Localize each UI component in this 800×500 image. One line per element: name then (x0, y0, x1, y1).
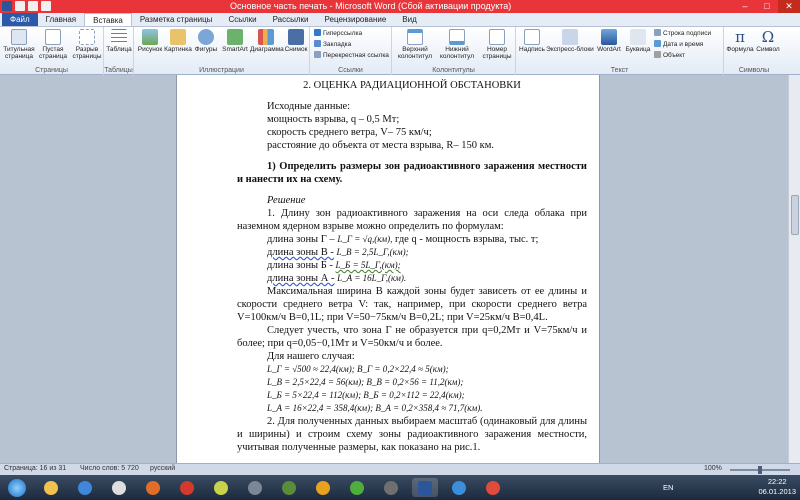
page-number-icon (489, 29, 505, 45)
media-player-icon (78, 481, 92, 495)
language-indicator-tray[interactable]: EN (663, 483, 674, 492)
blank-page-button[interactable]: Пустая страница (36, 29, 70, 60)
taskbar-app[interactable] (446, 478, 472, 497)
language-indicator[interactable]: русский (150, 465, 176, 472)
chart-button[interactable]: Диаграмма (250, 29, 282, 53)
shapes-button[interactable]: Фигуры (192, 29, 220, 53)
group-label: Текст (610, 67, 629, 74)
wordart-icon (601, 29, 617, 45)
group-links (310, 27, 392, 75)
header-button[interactable]: Верхний колонтитул (394, 29, 436, 60)
ribbon (0, 27, 800, 75)
taskbar-app[interactable] (72, 478, 98, 497)
app-icon (248, 481, 262, 495)
tab-references[interactable]: Ссылки (228, 15, 257, 24)
solution-label: Решение (267, 195, 306, 206)
group-header-footer (392, 27, 516, 75)
clipart-button[interactable]: Картинка (164, 29, 192, 53)
app-icon (486, 481, 500, 495)
initial-data-line: мощность взрыва, q – 0,5 Мт; (267, 114, 400, 125)
smartart-button[interactable]: SmartArt (220, 29, 250, 53)
text-box-button[interactable]: Надпись (518, 29, 546, 53)
taskbar-app[interactable] (276, 478, 302, 497)
picture-icon (142, 29, 158, 45)
taskbar-app[interactable] (344, 478, 370, 497)
shapes-icon (198, 29, 214, 45)
signature-line-button[interactable]: Строка подписи (654, 29, 711, 38)
smartart-icon (227, 29, 243, 45)
bookmark-icon (314, 40, 321, 47)
clipart-icon (170, 29, 186, 45)
footer-button[interactable]: Нижний колонтитул (436, 29, 478, 60)
app-icon (384, 481, 398, 495)
symbol-button[interactable]: Ω Символ (756, 28, 780, 53)
initial-data-line: расстояние до объекта от места взрыва, R– 150 км. (267, 140, 495, 151)
chart-icon (258, 29, 274, 45)
taskbar-app[interactable] (140, 478, 166, 497)
clock-date: 06.01.2013 (758, 487, 796, 496)
calc-line: L_Б = 5×22,4 = 112(км); B_Б = 0,2×112 = 22,4(км); (267, 390, 465, 400)
explorer-icon (44, 481, 58, 495)
drop-cap-button[interactable]: Буквица (624, 29, 652, 53)
taskbar-app[interactable] (174, 478, 200, 497)
group-label: Страницы (35, 67, 68, 74)
calc-line: L_А = 16×22,4 = 358,4(км); B_А = 0,2×358,4 ≈ 71,7(км). (267, 403, 483, 413)
paragraph: 1. Длину зон радиоактивного заражения на оси следа облака при наземном ядерном взрыве можно определить по формулам: (237, 208, 587, 232)
tab-file[interactable]: Файл (2, 13, 38, 26)
section-heading: 2. ОЦЕНКА РАДИАЦИОННОЙ ОБСТАНОВКИ (303, 80, 521, 91)
document-body[interactable] (237, 79, 587, 454)
redo-icon[interactable] (41, 1, 51, 11)
save-icon[interactable] (15, 1, 25, 11)
window-controls (734, 0, 800, 13)
text-box-icon (524, 29, 540, 45)
taskbar-app[interactable] (208, 478, 234, 497)
zoom-level[interactable]: 100% (704, 465, 722, 472)
minimize-button[interactable]: – (742, 1, 748, 11)
zone-formula-line: длина зоны В - L_В = 2,5L_Г,(км); (267, 247, 409, 258)
taskbar (0, 475, 800, 500)
zone-formula-line: длина зоны Б - L_Б = 5L_Г,(км); (267, 260, 401, 271)
signature-icon (654, 29, 661, 36)
tab-page-layout[interactable]: Разметка страницы (139, 15, 213, 24)
taskbar-app[interactable] (378, 478, 404, 497)
bookmark-button[interactable]: Закладка (314, 40, 351, 49)
maximize-button[interactable]: □ (764, 1, 770, 11)
group-label: Иллюстрации (199, 67, 244, 74)
group-pages (0, 27, 104, 75)
cover-page-button[interactable]: Титульная страница (2, 29, 36, 60)
page-break-button[interactable]: Разрыв страницы (70, 29, 104, 60)
close-button[interactable]: ✕ (778, 0, 800, 13)
quick-parts-icon (562, 29, 578, 45)
drop-cap-icon (630, 29, 646, 45)
taskbar-app-word[interactable] (412, 478, 438, 497)
tab-review[interactable]: Рецензирование (324, 15, 387, 24)
globe-icon (314, 29, 321, 36)
taskbar-app[interactable] (480, 478, 506, 497)
hyperlink-button[interactable]: Гиперссылка (314, 29, 362, 38)
opera-icon (180, 481, 194, 495)
omega-icon: Ω (761, 28, 775, 46)
camera-icon (288, 29, 304, 45)
status-bar (0, 463, 800, 475)
zone-formula-line: длина зоны А - L_А = 16L_Г,(км). (267, 273, 407, 284)
page-number-button[interactable]: Номер страницы (478, 29, 516, 60)
tab-insert[interactable]: Вставка (84, 13, 132, 26)
app-icon (282, 481, 296, 495)
group-label: Символы (738, 67, 770, 74)
start-button[interactable] (4, 478, 30, 497)
object-icon (654, 51, 661, 58)
our-case-label: Для нашего случая: (267, 351, 355, 362)
calendar-icon (654, 40, 661, 47)
equation-button[interactable]: π Формула (726, 28, 754, 53)
app-icon (214, 481, 228, 495)
word-logo-icon (2, 1, 12, 11)
initial-data-line: скорость среднего ветра, V– 75 км/ч; (267, 127, 432, 138)
page-count[interactable]: Страница: 16 из 31 (4, 465, 67, 472)
system-clock[interactable] (758, 477, 796, 497)
window-title: Основное часть печать - Microsoft Word (Сбой активации продукта) (230, 1, 512, 11)
app-icon (316, 481, 330, 495)
paragraph: 2. Для полученных данных выбираем масштаб (одинаковый для длины и ширины) и строим схему зоны радиоактивного заражения местности, учитывая полученные размеры, как показано на рис.1. (237, 416, 587, 453)
header-icon (407, 29, 423, 45)
word-count[interactable]: Число слов: 5 720 (80, 465, 139, 472)
wordart-button[interactable]: WordArt (594, 29, 624, 53)
date-time-button[interactable]: Дата и время (654, 40, 703, 49)
object-button[interactable]: Объект (654, 51, 685, 60)
tab-view[interactable]: Вид (402, 15, 417, 24)
task-heading: 1) Определить размеры зон радиоактивного заражения местности и нанести их на схему. (237, 161, 587, 185)
table-button[interactable]: Таблица (106, 29, 132, 53)
quick-access-toolbar (2, 1, 51, 11)
document-page[interactable] (176, 75, 600, 463)
windows-logo-icon (8, 479, 26, 497)
blank-page-icon (45, 29, 61, 45)
group-symbols (724, 27, 784, 75)
clock-time: 22:22 (767, 477, 787, 486)
pi-icon: π (735, 28, 745, 46)
group-tables (104, 27, 134, 75)
calc-line: L_В = 2,5×22,4 = 56(км); B_В = 0,2×56 = 11,2(км); (267, 377, 464, 387)
zoom-slider-thumb[interactable] (758, 466, 762, 474)
taskbar-app[interactable] (242, 478, 268, 497)
calc-line: L_Г = √500 ≈ 22,4(км); B_Г = 0,2×22,4 ≈ 5(км); (267, 364, 449, 374)
group-text (516, 27, 724, 75)
cross-reference-icon (314, 51, 321, 58)
word-icon (418, 481, 432, 495)
ribbon-tabs (0, 13, 800, 27)
firefox-icon (146, 481, 160, 495)
paragraph: Максимальная ширина B каждой зоны будет зависеть от ее длины и скорости среднего ветра V: так, например, при скорости среднего ветра V=100км/ч B=0,1L; при V=50−75км/ч B=0,2L; при V=25км/ч B=0,4L. (237, 286, 587, 323)
quick-parts-button[interactable]: Экспресс-блоки (546, 29, 594, 53)
utorrent-icon (350, 481, 364, 495)
taskbar-app[interactable] (38, 478, 64, 497)
vertical-scrollbar[interactable] (788, 75, 800, 463)
group-label: Таблицы (104, 67, 133, 74)
taskbar-app[interactable] (106, 478, 132, 497)
tab-mailings[interactable]: Рассылки (272, 15, 309, 24)
footer-icon (449, 29, 465, 45)
zone-formula-line: длина зоны Г – L_Г = √q,(км), где q - мощность взрыва, тыс. т; (267, 234, 539, 245)
group-label: Ссылки (338, 67, 363, 74)
app-icon (112, 481, 126, 495)
group-illustrations (134, 27, 310, 75)
initial-data-title: Исходные данные: (267, 101, 351, 112)
taskbar-app[interactable] (310, 478, 336, 497)
group-label: Колонтитулы (432, 67, 475, 74)
title-bar (0, 0, 800, 13)
paragraph: Следует учесть, что зона Г не образуется при q=0,2Мт и V=75км/ч и более; при q=0,05−0,1Мт и V=50км/ч и более. (237, 325, 587, 349)
document-workspace (0, 75, 800, 463)
table-icon (111, 29, 127, 45)
picture-button[interactable]: Рисунок (136, 29, 164, 53)
undo-icon[interactable] (28, 1, 38, 11)
cross-reference-button[interactable]: Перекрестная ссылка (314, 51, 389, 60)
page-break-icon (79, 29, 95, 45)
cover-page-icon (11, 29, 27, 45)
app-icon (452, 481, 466, 495)
screenshot-button[interactable]: Снимок (282, 29, 310, 53)
tab-home[interactable]: Главная (45, 15, 77, 24)
scrollbar-thumb[interactable] (791, 195, 799, 235)
